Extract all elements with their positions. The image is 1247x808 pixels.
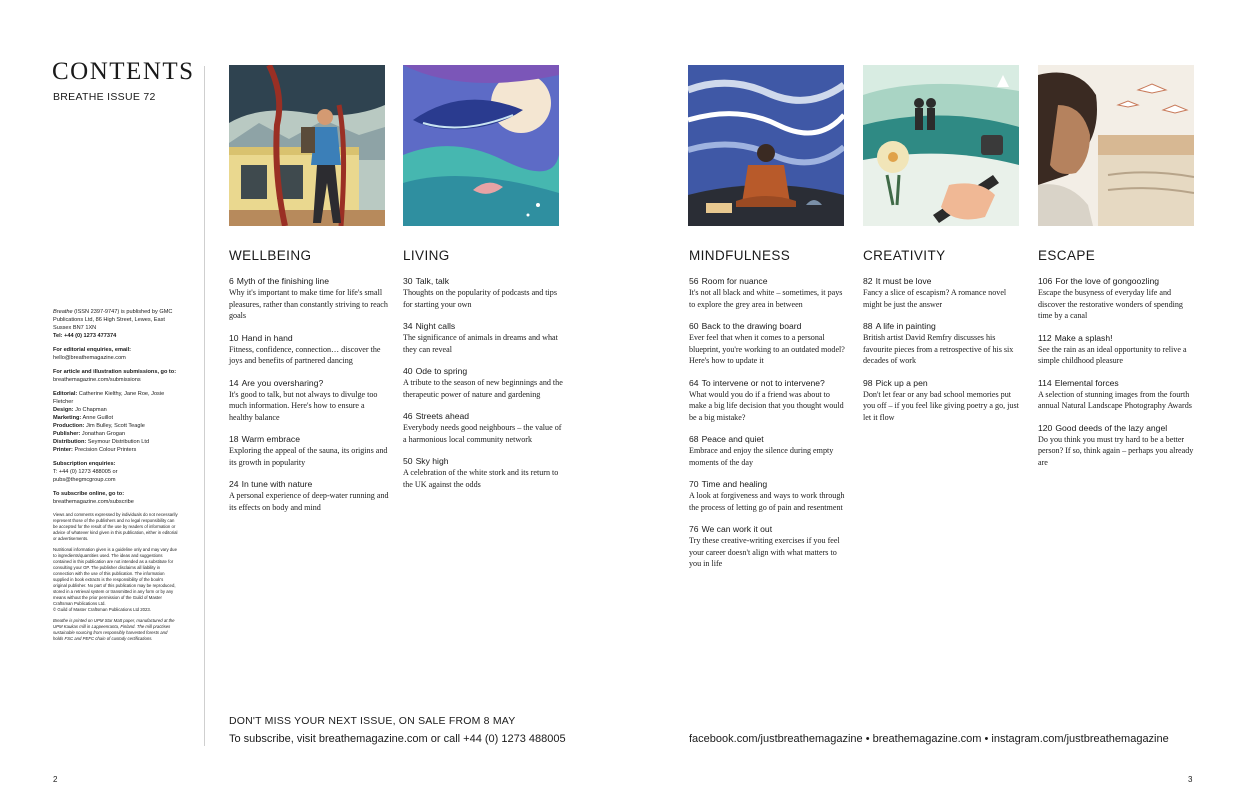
contents-entry[interactable]: 112 Make a splash! See the rain as an ideal opportunity to relive a simple childhood pleasure xyxy=(1038,332,1187,365)
contents-entry[interactable]: 120 Good deeds of the lazy angel Do you think you must try hard to be a better person? If so, think again – perhaps you already are xyxy=(1038,422,1194,467)
imprint-disclaimer: Views and comments expressed by individuals do not necessarily represent those of the publishers and no legal responsibility can be accepted for the result of the use by readers of information or advice of whatever kind given in this publication, either in editorial or advertisements. xyxy=(53,512,178,541)
section-column-living xyxy=(403,276,563,501)
mindfulness-illustration xyxy=(688,65,844,226)
section-column-escape xyxy=(1038,276,1198,479)
contents-entry[interactable]: 56 Room for nuance It's not all black and white – sometimes, it pays to explore the grey area in between xyxy=(689,276,843,309)
contents-entry[interactable]: 50 Sky high A celebration of the white stork and its return to the UK against the odds xyxy=(403,456,559,489)
section-heading-living: LIVING xyxy=(403,248,450,263)
contents-entry[interactable]: 24 In tune with nature A personal experience of deep-water running and its effects on body and mind xyxy=(229,479,389,512)
imprint-nutrition: Nutritional information given is a guideline only and may vary due to ingredients/quantities used. The ideas and suggestions contained in this publication are not intended as a substitute for consulting your GP. The publisher disclaims all liability in connection with the use of this publication. The information supplied in book extracts is the responsibility of the book's original publisher. No part of this publication may be reproduced, stored in a retrieval system or transmitted in any form or by any means without the prior permission of the Guild of Master Craftsman Publications Ltd. © Guild of Master Craftsman Publications Ltd 2023. xyxy=(53,547,177,612)
imprint-paper: Breathe is printed on UPM Star Matt paper, manufactured at the UPM Kaukas mill in Lappeenranta, Finland. The mill practises sustainable sourcing from responsibly harvested forests and holds FSC and PEFC chain of custody certifications. xyxy=(53,618,175,641)
contents-entry[interactable]: 98 Pick up a pen Don't let fear or any bad school memories put you off – if you feel like giving poetry a go, just let it flow xyxy=(863,377,1019,422)
section-column-creativity xyxy=(863,276,1023,434)
escape-illustration xyxy=(1038,65,1194,226)
contents-entry[interactable]: 82 It must be love Fancy a slice of escapism? A romance novel might be just the answer xyxy=(863,276,1007,309)
contents-entry[interactable]: 76 We can work it out Try these creative-writing exercises if you feel your career doesn't align with what matters to you in life xyxy=(689,524,840,568)
imprint-submissions: For article and illustration submissions, go to: breathemagazine.com/submissions xyxy=(53,369,177,383)
imprint-staff: Editorial: Catherine Kielthy, Jane Roe, Josie Fletcher Design: Jo Chapman Marketing: Anne Guillot Production: Jim Bulley, Scott Teagle Publisher: Jonathan Grogan Distribution: Seymour Distribution Ltd Printer: Precision Colour Printers xyxy=(53,391,165,453)
page-number-left: 2 xyxy=(53,775,58,784)
section-heading-escape: ESCAPE xyxy=(1038,248,1096,263)
contents-entry[interactable]: 40 Ode to spring A tribute to the season of new beginnings and the therapeutic power of nature and gardening xyxy=(403,366,563,399)
imprint xyxy=(53,308,178,647)
next-issue-banner: DON'T MISS YOUR NEXT ISSUE, ON SALE FROM 8 MAY xyxy=(229,715,516,727)
issue-label: BREATHE ISSUE 72 xyxy=(53,91,156,103)
subscribe-info[interactable]: To subscribe, visit breathemagazine.com or call +44 (0) 1273 488005 xyxy=(229,733,566,745)
contents-entry[interactable]: 60 Back to the drawing board Ever feel that when it comes to a personal blueprint, you're working to an outdated model? Here's how to update it xyxy=(689,321,845,365)
contents-entry[interactable]: 30 Talk, talk Thoughts on the popularity of podcasts and tips for starting your own xyxy=(403,276,557,309)
section-heading-creativity: CREATIVITY xyxy=(863,248,946,263)
contents-entry[interactable]: 64 To intervene or not to intervene? What would you do if a friend was about to make a big life decision that you thought would be a big mistake? xyxy=(689,377,844,422)
social-links[interactable]: facebook.com/justbreathemagazine • breathemagazine.com • instagram.com/justbreathemagazine xyxy=(689,733,1169,745)
contents-entry[interactable]: 14 Are you oversharing? It's good to talk, but not always to divulge too much information. Here's how to ensure a healthy balance xyxy=(229,377,378,422)
contents-entry[interactable]: 6 Myth of the finishing line Why it's important to make time for life's small pleasures, rather than constantly striving to reach goals xyxy=(229,276,388,320)
imprint-subscriptions: Subscription enquiries: T: +44 (0) 1273 488005 or pubs@thegmcgroup.com xyxy=(53,461,118,483)
contents-entry[interactable]: 70 Time and healing A look at forgiveness and ways to work through the process of letting go of pain and resentment xyxy=(689,479,845,512)
wellbeing-illustration xyxy=(229,65,385,226)
creativity-illustration xyxy=(863,65,1019,226)
page-title: CONTENTS xyxy=(52,58,195,85)
section-column-mindfulness xyxy=(689,276,849,581)
contents-entry[interactable]: 88 A life in painting British artist David Remfry discusses his favourite pieces from a retrospective of his six decades of work xyxy=(863,321,1014,365)
contents-entry[interactable]: 106 For the love of gongoozling Escape the busyness of everyday life and discover the restorative wonders of spending time by a canal xyxy=(1038,276,1183,320)
page-number-right: 3 xyxy=(1188,775,1193,784)
section-heading-wellbeing: WELLBEING xyxy=(229,248,312,263)
living-illustration xyxy=(403,65,559,226)
contents-entry[interactable]: 46 Streets ahead Everybody needs good neighbours – the value of a harmonious local community network xyxy=(403,411,562,444)
contents-entry[interactable]: 18 Warm embrace Exploring the appeal of the sauna, its origins and its growth in popularity xyxy=(229,434,388,467)
contents-entry[interactable]: 114 Elemental forces A selection of stunning images from the fourth annual Natural Landscape Photography Awards xyxy=(1038,377,1192,410)
imprint-publisher: Breathe (ISSN 2397-9747) is published by GMC Publications Ltd, 86 High Street, Lewes, East Sussex BN7 1XN Tel: +44 (0) 1273 477374 xyxy=(53,309,173,339)
imprint-subscribe-online: To subscribe online, go to: breathemagazine.com/subscribe xyxy=(53,491,134,505)
section-heading-mindfulness: MINDFULNESS xyxy=(689,248,791,263)
contents-entry[interactable]: 68 Peace and quiet Embrace and enjoy the silence during empty moments of the day xyxy=(689,434,834,467)
imprint-editorial-contact: For editorial enquiries, email: hello@breathemagazine.com xyxy=(53,347,132,361)
column-divider xyxy=(204,66,205,746)
contents-entry[interactable]: 10 Hand in hand Fitness, confidence, connection… discover the joys and benefits of partnered dancing xyxy=(229,332,381,365)
section-column-wellbeing xyxy=(229,276,389,524)
contents-entry[interactable]: 34 Night calls The significance of animals in dreams and what they can reveal xyxy=(403,321,558,354)
